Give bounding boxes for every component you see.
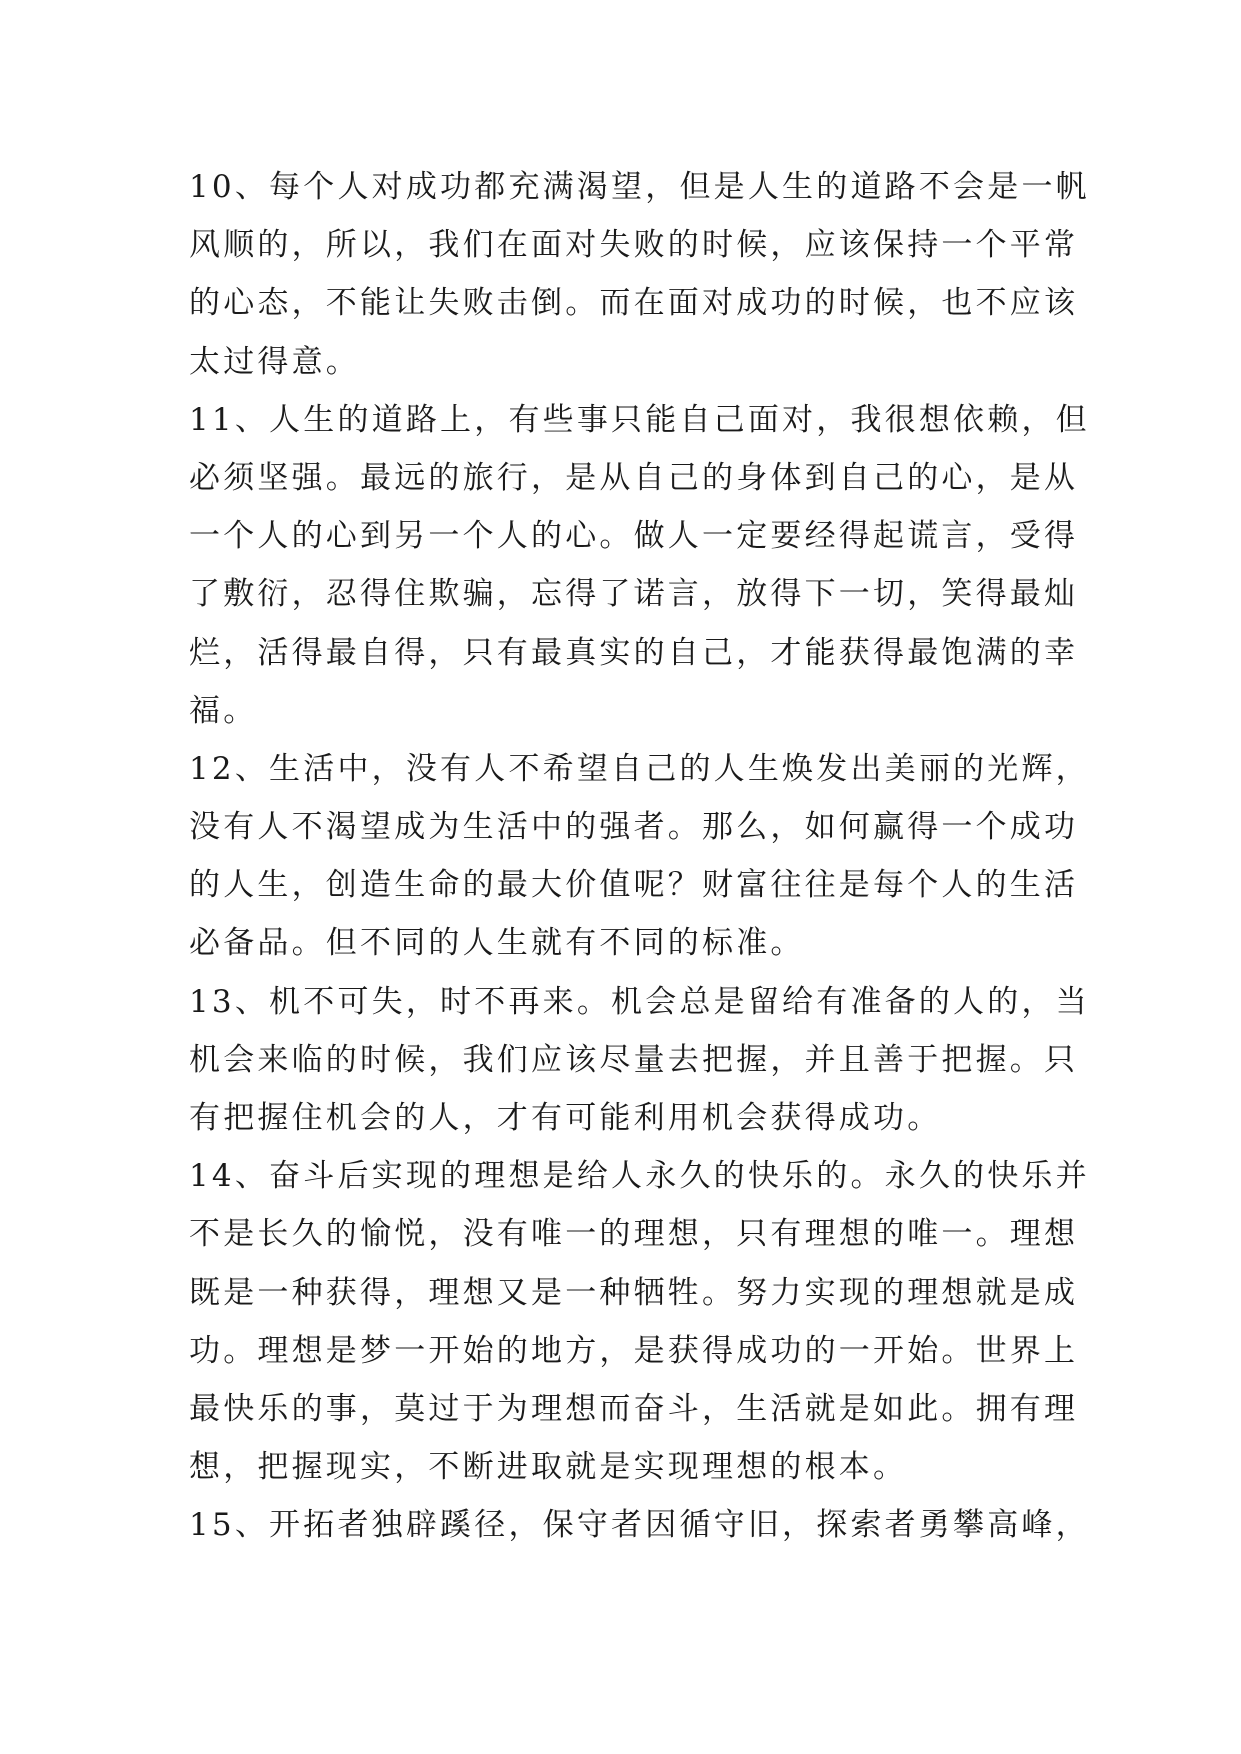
- document-body: [189, 158, 1090, 1555]
- text-line: 13、机不可失，时不再来。机会总是留给有准备的人的，当: [189, 983, 1090, 1020]
- text-line: 了敷衍，忍得住欺骗，忘得了诺言，放得下一切，笑得最灿: [189, 576, 1079, 613]
- text-line: 有把握住机会的人，才有可能利用机会获得成功。: [189, 1100, 942, 1136]
- text-line: 风顺的，所以，我们在面对失败的时候，应该保持一个平常: [189, 227, 1079, 264]
- text-line: 功。理想是梦一开始的地方，是获得成功的一开始。世界上: [189, 1332, 1079, 1369]
- text-line: 一个人的心到另一个人的心。做人一定要经得起谎言，受得: [189, 518, 1079, 555]
- text-line: 必须坚强。最远的旅行，是从自己的身体到自己的心，是从: [189, 459, 1079, 496]
- text-line: 最快乐的事，莫过于为理想而奋斗，生活就是如此。拥有理: [189, 1390, 1079, 1427]
- text-line: 福。: [189, 692, 258, 729]
- text-line: 14、奋斗后实现的理想是给人永久的快乐的。永久的快乐并: [189, 1158, 1090, 1195]
- text-line: 想，把握现实，不断进取就是实现理想的根本。: [189, 1449, 908, 1486]
- text-line: 太过得意。: [189, 343, 360, 380]
- text-line: 10、每个人对成功都充满渴望，但是人生的道路不会是一帆: [189, 169, 1090, 205]
- text-line: 既是一种获得，理想又是一种牺牲。努力实现的理想就是成: [189, 1274, 1079, 1311]
- text-line: 不是长久的愉悦，没有唯一的理想，只有理想的唯一。理想: [189, 1216, 1079, 1253]
- text-line: 12、生活中，没有人不希望自己的人生焕发出美丽的光辉，: [189, 750, 1090, 787]
- text-line: 的心态，不能让失败击倒。而在面对成功的时候，也不应该: [189, 285, 1079, 322]
- text-line: 15、开拓者独辟蹊径，保守者因循守旧，探索者勇攀高峰，: [189, 1507, 1090, 1544]
- text-line: 的人生，创造生命的最大价值呢？财富往往是每个人的生活: [189, 867, 1079, 904]
- text-line: 没有人不渴望成为生活中的强者。那么，如何赢得一个成功: [189, 809, 1079, 846]
- text-line: 11、人生的道路上，有些事只能自己面对，我很想依赖，但: [189, 401, 1090, 438]
- text-line: 必备品。但不同的人生就有不同的标准。: [189, 925, 805, 962]
- text-line: 机会来临的时候，我们应该尽量去把握，并且善于把握。只: [189, 1041, 1079, 1078]
- text-line: 烂，活得最自得，只有最真实的自己，才能获得最饱满的幸: [189, 634, 1079, 671]
